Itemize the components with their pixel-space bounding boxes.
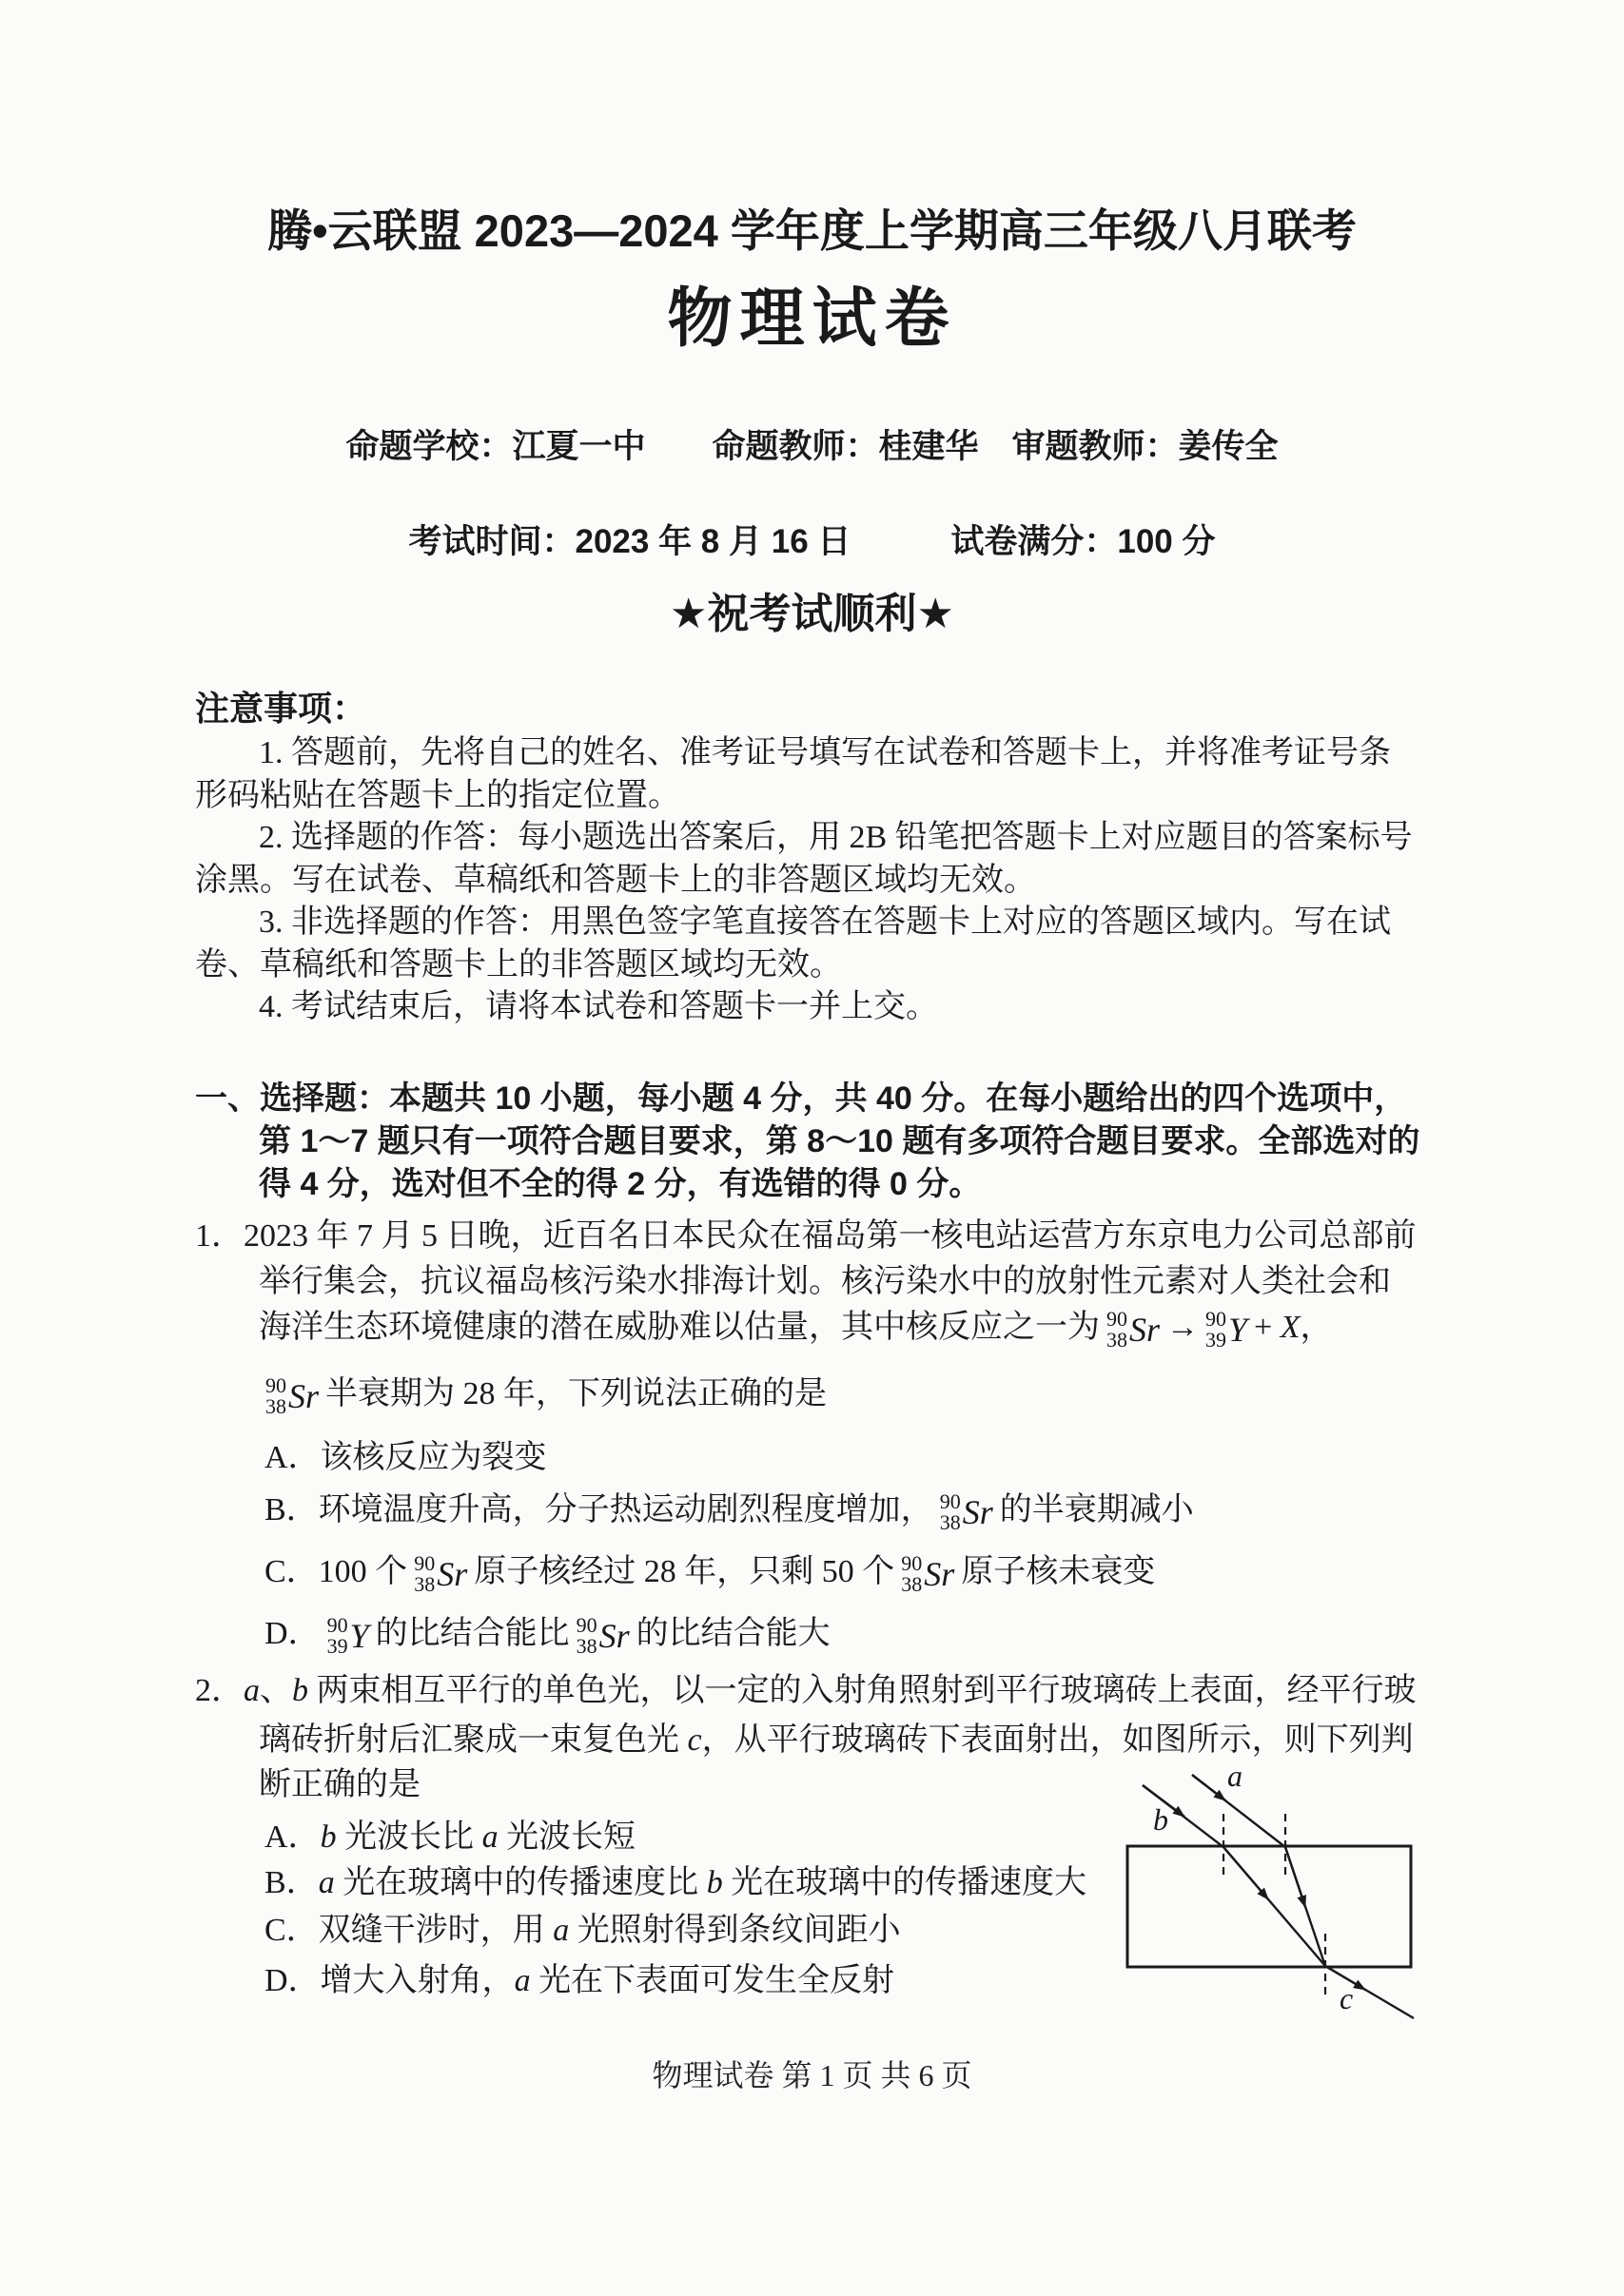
notice-line-3: 2. 选择题的作答：每小题选出答案后，用 2B 铅笔把答题卡上对应题目的答案标号 [259,820,1413,855]
glass-brick-figure [1094,1745,1475,2042]
notice-line-4: 涂黑。写在试卷、草稿纸和答题卡上的非答题区域均无效。 [195,863,1036,898]
notice-line-5: 3. 非选择题的作答：用黑色签字笔直接答在答题卡上对应的答题区域内。写在试 [259,905,1391,940]
section1-line-2: 第 1～7 题只有一项符合题目要求，第 8～10 题有多项符合题目要求。全部选对的 [259,1123,1420,1159]
exam-wish-line: ★祝考试顺利★ [670,591,954,637]
figure-label-a: a [1227,1759,1242,1793]
q2-option-c: C．双缝干涉时，用 a 光照射得到条纹间距小 [264,1913,901,1948]
glass-block-rect [1127,1846,1411,1967]
paper-subject-title: 物理试卷 [667,282,957,355]
q1-line-3: 海洋生态环境健康的潜在威胁难以估量，其中核反应之一为 90 38 Sr → 90 39 Y + X， [259,1307,1333,1352]
q1-option-d: D． 90 39 Y 的比结合能比 90 38 Sr 的比结合能大 [264,1613,831,1659]
q1-option-c: C．100 个 90 38 Sr 原子核经过 28 年，只剩 50 个 90 38 Sr 原子核未衰变 [264,1551,1156,1597]
figure-label-c: c [1340,1981,1354,2015]
q1-line-1: 1．2023 年 7 月 5 日晚，近百名日本民众在福岛第一核电站运营方东京电力公司总部前 [195,1218,1417,1254]
exam-time-line: 考试时间：2023 年 8 月 16 日 试卷满分：100 分 [408,523,1216,560]
q2-option-a: A．b 光波长比 a 光波长短 [264,1819,636,1855]
q2-line-3: 断正确的是 [259,1767,421,1802]
q2-option-b: B．a 光在玻璃中的传播速度比 b 光在玻璃中的传播速度大 [264,1865,1087,1900]
figure-label-b: b [1153,1802,1168,1837]
q2-line-1: 2．a、b 两束相互平行的单色光，以一定的入射角照射到平行玻璃砖上表面，经平行玻 [195,1673,1417,1708]
q1-option-a: A．该核反应为裂变 [264,1440,547,1475]
notice-line-6: 卷、草稿纸和答题卡上的非答题区域均无效。 [195,947,842,983]
q2-option-d: D．增大入射角，a 光在下表面可发生全反射 [264,1963,895,1998]
light-rays [1143,1775,1414,2018]
q1-option-b: B．环境温度升高，分子热运动剧烈程度增加， 90 38 Sr 的半衰期减小 [264,1489,1194,1535]
glass-brick-diagram [1094,1745,1475,2042]
paper-info-line: 命题学校：江夏一中 命题教师：桂建华 审题教师：姜传全 [345,428,1279,465]
notice-line-2: 形码粘贴在答题卡上的指定位置。 [195,778,680,813]
section1-line-3: 得 4 分，选对但不全的得 2 分，有选错的得 0 分。 [259,1166,982,1202]
exam-title: 腾•云联盟 2023—2024 学年度上学期高三年级八月联考 [267,205,1357,256]
notice-line-1: 1. 答题前，先将自己的姓名、准考证号填写在试卷和答题卡上，并将准考证号条 [259,735,1391,770]
section1-line-1: 一、选择题：本题共 10 小题，每小题 4 分，共 40 分。在每小题给出的四个选项中， [195,1080,1407,1117]
notices-heading: 注意事项： [195,689,367,728]
notice-line-7: 4. 考试结束后，请将本试卷和答题卡一并上交。 [259,989,938,1024]
q1-line-4: 90 38 Sr 半衰期为 28 年，下列说法正确的是 [265,1373,828,1419]
q2-line-2: 璃砖折射后汇聚成一束复色光 c，从平行玻璃砖下表面射出，如图所示，则下列判 [259,1722,1414,1758]
q1-line-2: 举行集会，抗议福岛核污染水排海计划。核污染水中的放射性元素对人类社会和 [259,1264,1391,1299]
page-footer: 物理试卷 第 1 页 共 6 页 [652,2058,972,2092]
